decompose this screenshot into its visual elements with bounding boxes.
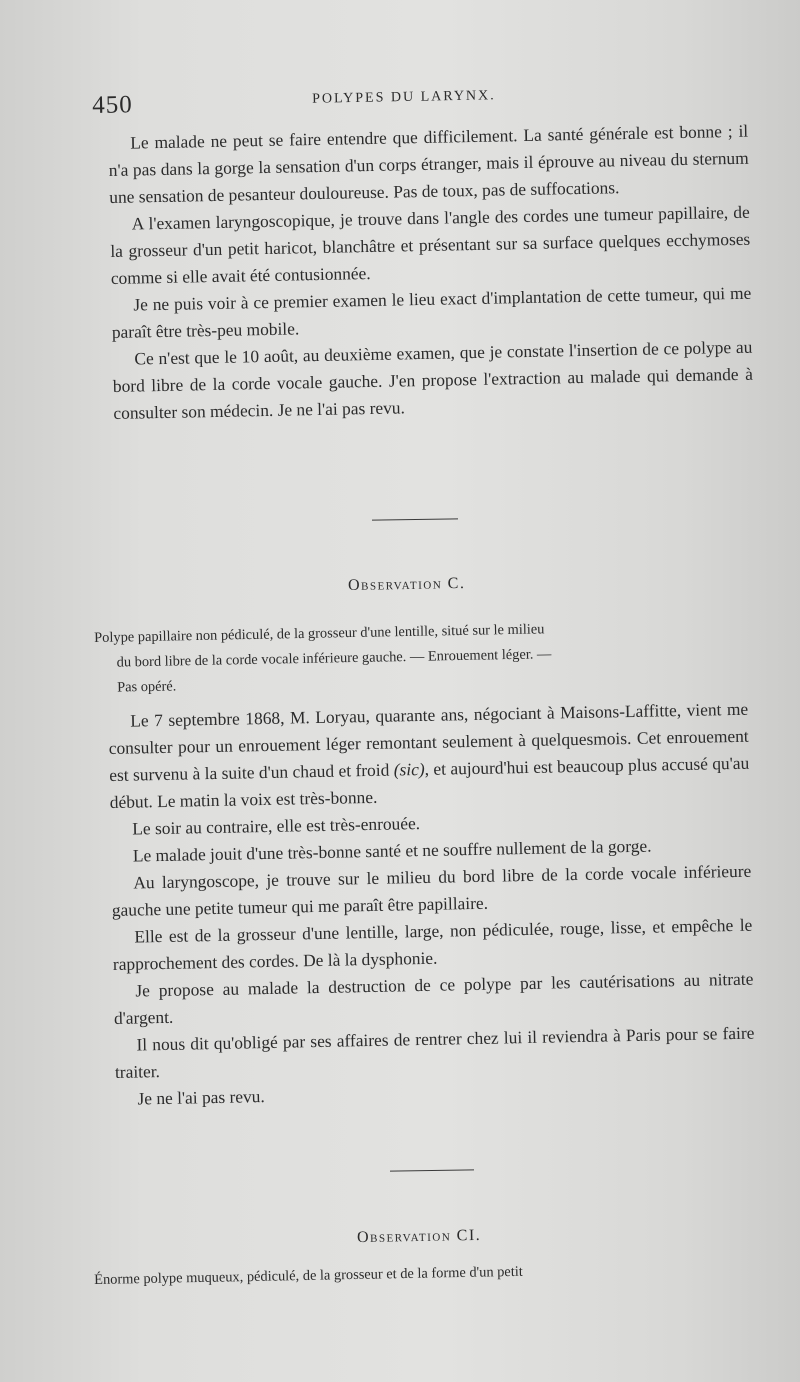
paragraph: Je ne puis voir à ce premier examen le lieu exact d'implantation de cette tumeur, qui me paraît être très-peu mobile. <box>111 282 752 342</box>
paragraph: Je ne l'ai pas revu. <box>137 1086 265 1109</box>
sic-annotation: (sic) <box>393 758 425 780</box>
section-divider <box>390 1169 474 1171</box>
summary-line: Polype papillaire non pédiculé, de la grosseur d'une lentille, situé sur le milieu <box>94 621 545 646</box>
paragraph <box>108 696 750 816</box>
text-run: , et aujourd'hui est beaucoup plus accusé qu'au début. Le matin la voix est très-bonne. <box>109 752 750 812</box>
summary-line: Énorme polype muqueux, pédiculé, de la grosseur et de la forme d'un petit <box>94 1263 523 1288</box>
section-divider <box>372 518 458 520</box>
observation-c-title: Observation C. <box>347 574 466 595</box>
summary-line: Pas opéré. <box>117 678 177 696</box>
observation-ci-title: Observation CI. <box>356 1226 482 1247</box>
paragraph: Je propose au malade la destruction de ce polype par les cautérisations au nitrate d'argent. <box>113 968 754 1028</box>
page-number: 450 <box>92 91 134 119</box>
paragraph: Le malade jouit d'une très-bonne santé et ne souffre nullement de la gorge. <box>132 835 652 866</box>
paragraph: Le soir au contraire, elle est très-enrouée. <box>132 813 421 839</box>
text-run: Le 7 septembre 1868, M. Loryau, quarante ans, négociant à Maisons-Laffitte, vient me consulter pour un enrouement léger remontant seulement à quelquesmois. Cet enrouement est survenu à la suite d'un chaud et froid <box>108 698 749 785</box>
observation-c-body <box>108 696 756 1113</box>
paragraph: A l'examen laryngoscopique, je trouve dans l'angle des cordes une tumeur papillaire, de la grosseur d'un petit haricot, blanchâtre et présentant sur sa surface quelques ecchymoses comme si elle avait été contusionnée. <box>110 201 751 288</box>
paragraph: Le malade ne peut se faire entendre que difficilement. La santé générale est bonne ; il n'a pas dans la gorge la sensation d'un corps étranger, mais il éprouve au niveau du sternum une sensation de pesanteur douloureuse. Pas de toux, pas de suffocations. <box>108 120 749 207</box>
paragraph: Ce n'est que le 10 août, au deuxième examen, que je constate l'insertion de ce polype au bord libre de la corde vocale gauche. J'en propose l'extraction au malade qui demande à consulter son médecin. Je ne l'ai pas revu. <box>112 336 753 423</box>
observation-b-continuation <box>108 118 754 427</box>
summary-line: du bord libre de la corde vocale inférieure gauche. — Enrouement léger. — <box>116 646 552 671</box>
observation-c-summary <box>94 613 755 701</box>
observation-ci-summary <box>94 1255 754 1293</box>
paragraph: Il nous dit qu'obligé par ses affaires de rentrer chez lui il reviendra à Paris pour se faire traiter. <box>114 1022 755 1082</box>
running-title: POLYPES DU LARYNX. <box>312 88 496 107</box>
paragraph: Au laryngoscope, je trouve sur le milieu du bord libre de la corde vocale inférieure gauche une petite tumeur qui me paraît être papillaire. <box>111 860 752 920</box>
paragraph: Elle est de la grosseur d'une lentille, large, non pédiculée, rouge, lisse, et empêche le rapprochement des cordes. De là la dysphonie. <box>112 914 753 974</box>
